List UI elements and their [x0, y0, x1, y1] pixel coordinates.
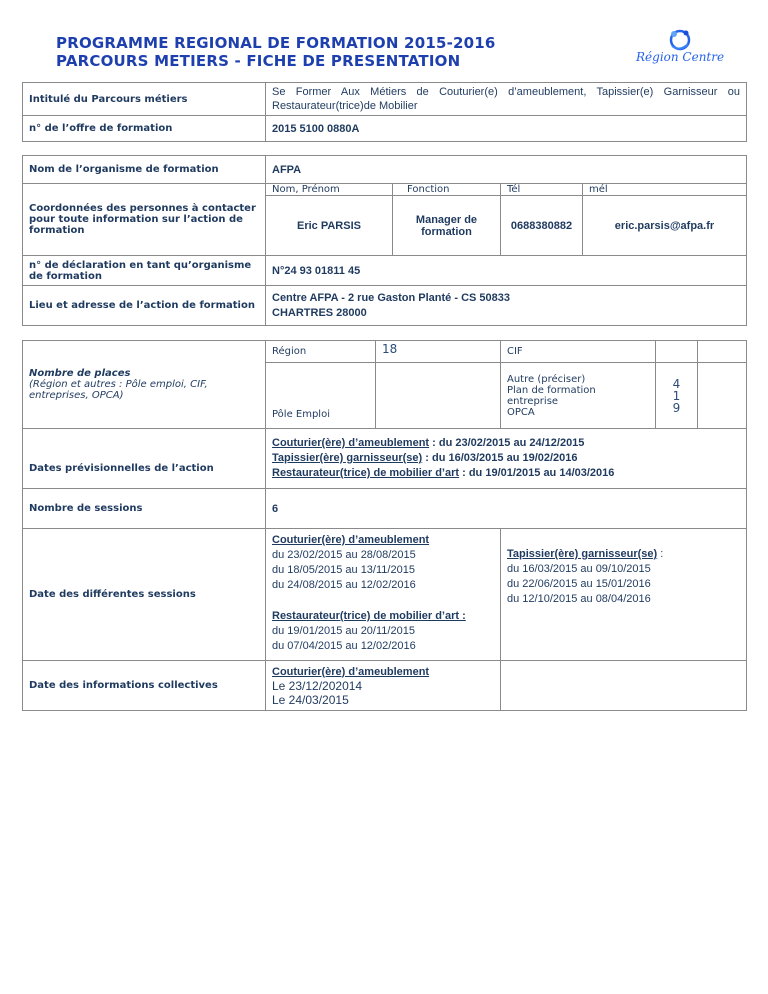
- document-header: [56, 34, 496, 70]
- header-line-1: PROGRAMME REGIONAL DE FORMATION 2015-2016: [56, 34, 496, 52]
- sessions-left: [266, 529, 501, 661]
- sessions-label: Nombre de sessions: [23, 489, 266, 529]
- contact-label: Coordonnées des personnes à contacter pour toute information sur l’action de formation: [23, 184, 266, 256]
- region-centre-logo-icon: [628, 24, 738, 72]
- autre-line-4: OPCA: [507, 406, 535, 418]
- cif-label: CIF: [501, 341, 656, 363]
- tapissier-colon: :: [657, 548, 664, 560]
- logo-text: Région Centre: [636, 50, 725, 64]
- restaurateur-session-1: du 19/01/2015 au 20/11/2015: [272, 625, 415, 637]
- col-nom-header: Nom, Prénom: [266, 184, 393, 196]
- date-line-3: [272, 466, 740, 481]
- autre-line-1: Autre (préciser): [507, 373, 586, 385]
- diff-sessions-label: Date des différentes sessions: [23, 529, 266, 661]
- tapissier-title: Tapissier(ère) garnisseur(se): [507, 548, 658, 560]
- autre-digit-1: 4: [672, 376, 681, 391]
- restaurateur-title: Restaurateur(trice) de mobilier d’art :: [272, 610, 466, 622]
- declaration-value: N°24 93 01811 45: [266, 256, 747, 286]
- autre-digit-3: 9: [672, 400, 681, 415]
- places-sub: (Région et autres : Pôle emploi, CIF, entreprises, OPCA): [29, 379, 208, 401]
- col-fonction-header: Fonction: [393, 184, 501, 196]
- autre-line-2: Plan de formation: [507, 384, 596, 396]
- offre-value: 2015 5100 0880A: [266, 116, 747, 142]
- info-collectives-label: Date des informations collectives: [23, 661, 266, 711]
- organisme-label: Nom de l’organisme de formation: [23, 156, 266, 184]
- lieu-label: Lieu et adresse de l’action de formation: [23, 286, 266, 326]
- couturier-session-3: du 24/08/2015 au 12/02/2016: [272, 579, 416, 591]
- dates-label: Dates prévisionnelles de l’action: [23, 429, 266, 489]
- col-tel-header: Tél: [501, 184, 583, 196]
- date-1-title: Couturier(ère) d’ameublement: [272, 437, 430, 449]
- contact-tel: 0688380882: [501, 196, 583, 256]
- tapissier-title-line: [507, 547, 740, 562]
- autre-digit-2: 1: [672, 388, 681, 403]
- couturier-session-2: du 18/05/2015 au 13/11/2015: [272, 564, 415, 576]
- tapissier-session-3: du 12/10/2015 au 08/04/2016: [507, 593, 651, 605]
- info-title: Couturier(ère) d’ameublement: [272, 665, 430, 678]
- date-line-2: [272, 451, 740, 466]
- info-date-1: Le 23/12/202014: [272, 678, 363, 693]
- parcours-table: [22, 82, 747, 142]
- lieu-value: [266, 286, 747, 326]
- lieu-line-2: CHARTRES 28000: [272, 306, 367, 319]
- date-3-title: Restaurateur(trice) de mobilier d’art: [272, 467, 460, 479]
- organisme-value: AFPA: [266, 156, 747, 184]
- restaurateur-session-2: du 07/04/2015 au 12/02/2016: [272, 640, 416, 652]
- contact-mel: eric.parsis@afpa.fr: [583, 196, 747, 256]
- sessions-right: [501, 529, 747, 661]
- dates-value: [266, 429, 747, 489]
- intitule-label: Intitulé du Parcours métiers: [23, 83, 266, 116]
- tapissier-session-1: du 16/03/2015 au 09/10/2015: [507, 563, 651, 575]
- sessions-value: 6: [266, 489, 747, 529]
- offre-label: n° de l’offre de formation: [23, 116, 266, 142]
- contact-nom: Eric PARSIS: [266, 196, 393, 256]
- lieu-line-1: Centre AFPA - 2 rue Gaston Planté - CS 50833: [272, 291, 510, 304]
- autre-label: [501, 363, 656, 429]
- tapissier-session-2: du 22/06/2015 au 15/01/2016: [507, 578, 651, 590]
- date-3-text: : du 19/01/2015 au 14/03/2016: [459, 467, 615, 479]
- declaration-label: n° de déclaration en tant qu’organisme de formation: [23, 256, 266, 286]
- date-1-text: : du 23/02/2015 au 24/12/2015: [429, 437, 585, 449]
- autre-line-3: entreprise: [507, 395, 559, 407]
- places-label-cell: [23, 341, 266, 429]
- info-date-2: Le 24/03/2015: [272, 692, 349, 707]
- header-line-2: PARCOURS METIERS - FICHE DE PRESENTATION: [56, 52, 461, 70]
- organisme-table: [22, 155, 747, 326]
- places-sessions-table: [22, 340, 747, 711]
- couturier-title: Couturier(ère) d’ameublement: [272, 534, 430, 546]
- date-line-1: [272, 436, 740, 451]
- intitule-value: Se Former Aux Métiers de Couturier(e) d’ameublement, Tapissier(e) Garnisseur ou Restaurateur(trice)de Mobilier: [266, 83, 747, 116]
- info-collectives-value: [266, 661, 501, 711]
- pole-emploi-label: Pôle Emploi: [266, 363, 376, 429]
- date-2-title: Tapissier(ère) garnisseur(se): [272, 452, 423, 464]
- contact-fonction: Manager de formation: [393, 196, 501, 256]
- autre-value: [656, 363, 698, 429]
- region-label: Région: [266, 341, 376, 363]
- col-mel-header: mél: [583, 184, 747, 196]
- places-label: Nombre de places: [29, 368, 131, 379]
- couturier-session-1: du 23/02/2015 au 28/08/2015: [272, 549, 416, 561]
- date-2-text: : du 16/03/2015 au 19/02/2016: [422, 452, 578, 464]
- region-value: 18: [376, 341, 501, 363]
